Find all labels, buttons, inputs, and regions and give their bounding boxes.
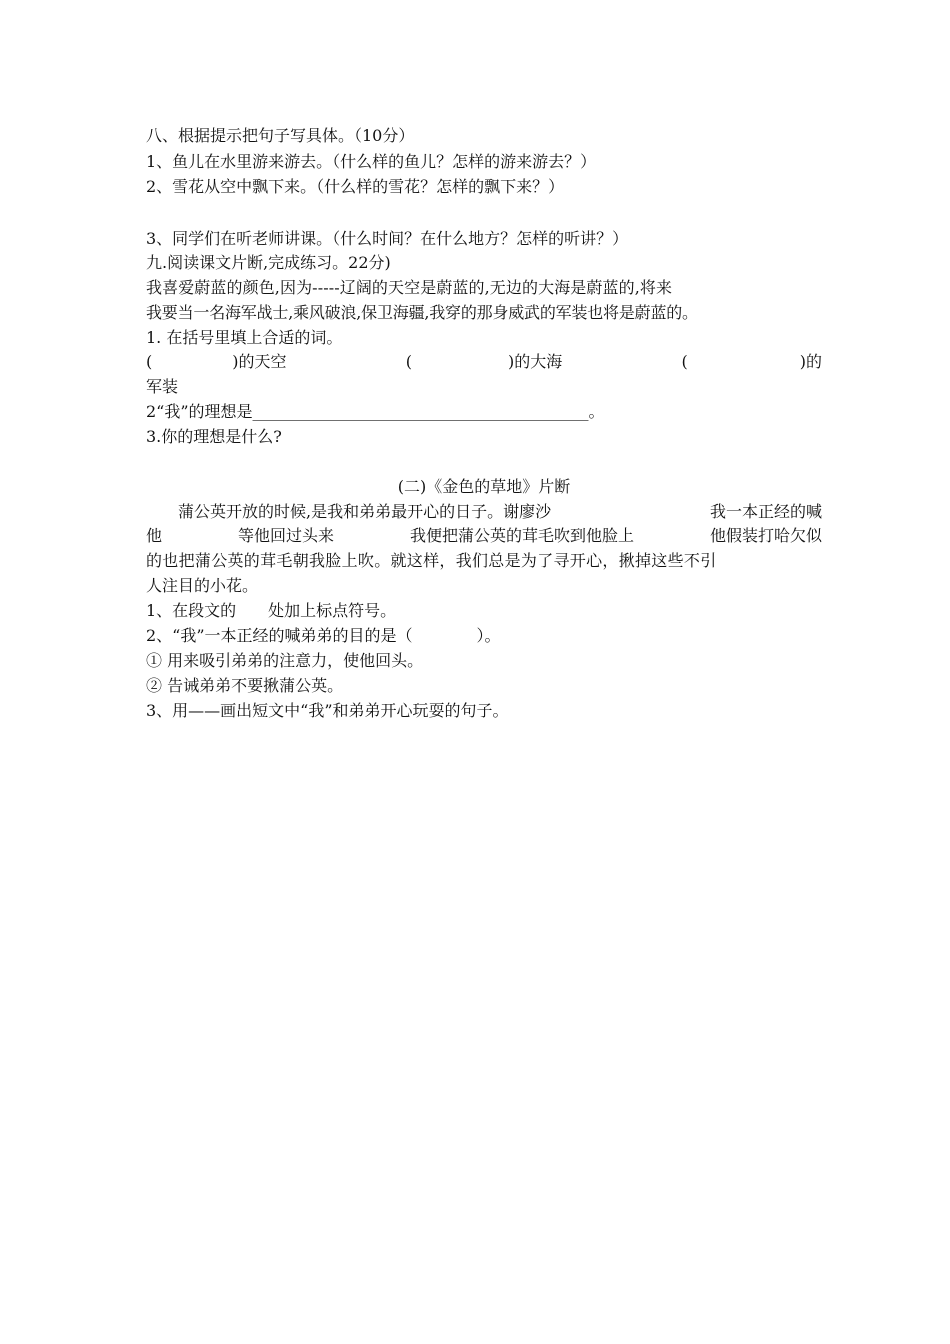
passage-2-line-1-a: 蒲公英开放的时候,是我和弟弟最开心的日子。谢廖沙 [146,502,552,521]
passage-2-line-4: 人注目的小花。 [146,576,259,595]
section-9-question-3: 3.你的理想是什么? [146,427,282,446]
section-8-question-3: 3、同学们在听老师讲课。（什么时间？在什么地方？怎样的听讲？） [146,229,629,248]
part-2-question-2: 2、“我”一本正经的喊弟弟的目的是（ ）。 [146,626,501,645]
passage-2-line-2 [146,524,822,548]
passage-2-line-2-a: 他 [146,526,163,545]
fill-blank-row [146,350,822,374]
section-9-question-1: 1. 在括号里填上合适的词。 [146,328,343,347]
passage-2-line-2-b: 等他回过头来 [237,526,334,545]
section-8-question-2: 2、雪花从空中飘下来。（什么样的雪花？怎样的飘下来？） [146,177,565,196]
fill-blank-wrap: 军装 [146,377,179,396]
fill-blank-sky: ( )的天空 [146,352,287,371]
passage-line-2: 我要当一名海军战士,乘风破浪,保卫海疆,我穿的那身威武的军装也将是蔚蓝的。 [146,303,698,322]
section-9-heading: 九.阅读课文片断,完成练习。22分) [146,253,391,272]
passage-2-line-2-d: 他假装打哈欠似 [709,526,822,545]
part-2-question-3: 3、用——画出短文中“我”和弟弟开心玩耍的句子。 [146,701,509,720]
passage-2-line-1-b: 我一本正经的喊 [709,502,822,521]
section-8-question-1: 1、鱼儿在水里游来游去。（什么样的鱼儿？怎样的游来游去？） [146,152,597,171]
passage-2-line-1 [146,500,822,524]
section-9-question-2: 2“我”的理想是__________________________________________。 [146,402,605,421]
fill-blank-sea: ( )的大海 [405,352,563,371]
passage-line-1: 我喜爱蔚蓝的颜色,因为-----辽阔的天空是蔚蓝的,无边的大海是蔚蓝的,将来 [146,278,673,297]
part-2-option-1: ① 用来吸引弟弟的注意力，使他回头。 [146,651,424,670]
passage-2-line-2-c: 我便把蒲公英的茸毛吹到他脸上 [409,526,634,545]
fill-blank-uniform: ( )的 [681,352,822,371]
part-2-option-2: ② 告诫弟弟不要揪蒲公英。 [146,676,344,695]
part-2-question-1: 1、在段文的 处加上标点符号。 [146,601,397,620]
part-2-title: (二)《金色的草地》片断 [397,477,571,496]
passage-2-line-3: 的也把蒲公英的茸毛朝我脸上吹。就这样，我们总是为了寻开心，揪掉这些不引 [146,551,717,570]
section-8-heading: 八、根据提示把句子写具体。（10分） [146,126,415,145]
